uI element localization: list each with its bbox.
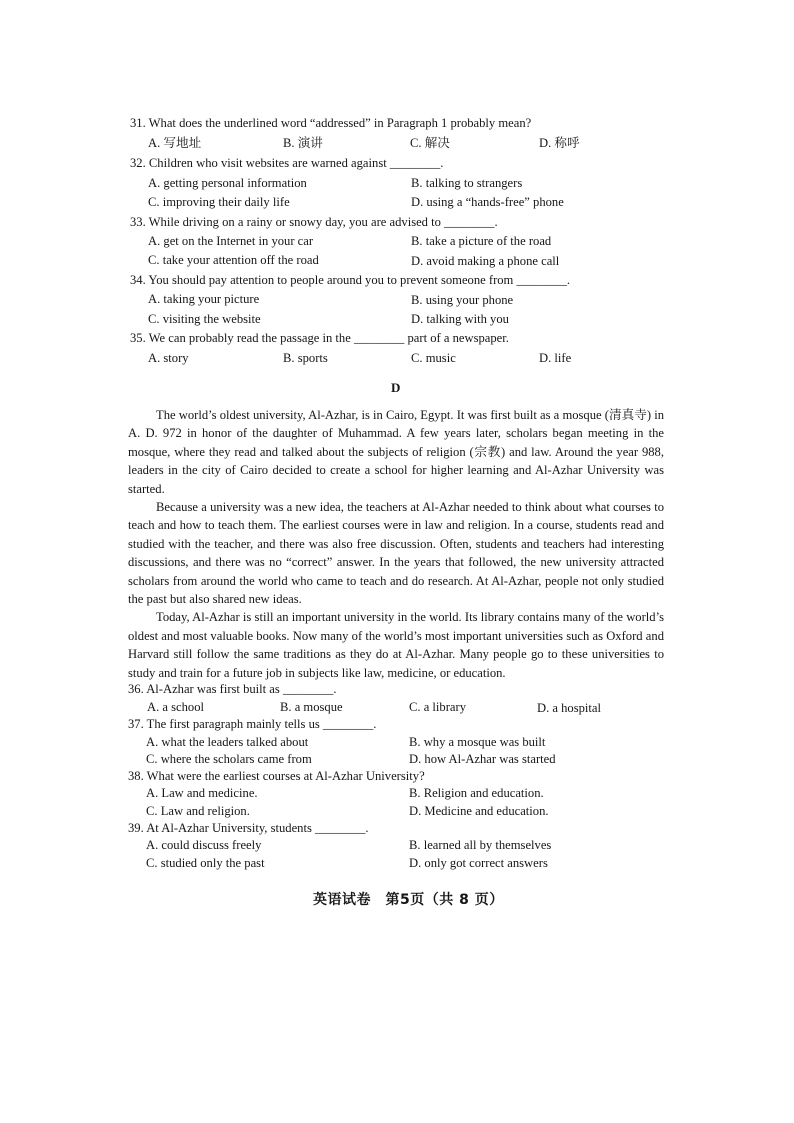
question-35-option-c: C. music bbox=[411, 351, 456, 365]
passage-paragraph-1: The world’s oldest university, Al-Azhar, is in Cairo, Egypt. It was first built as a mosque (清真寺) in A. D. 972 in honor of the daughter of Muhammad. A few years later, scholars began meeting in the mosque, where they read and talked about the subjects of religion (宗教) and law. Around the year 988, leaders in the city of Cairo decided to create a school for higher learning and Al-Azhar University was started. bbox=[128, 408, 664, 496]
question-36-option-c: C. a library bbox=[409, 700, 467, 714]
question-38-stem: 38. What were the earliest courses at Al-Azhar University? bbox=[128, 769, 425, 783]
question-37-stem: 37. The first paragraph mainly tells us ________. bbox=[128, 717, 377, 731]
question-39-option-b: B. learned all by themselves bbox=[409, 838, 552, 852]
question-31-option-b: B. 演讲 bbox=[283, 136, 323, 150]
question-32-option-c: C. improving their daily life bbox=[148, 195, 290, 209]
question-39-stem: 39. At Al-Azhar University, students ________. bbox=[128, 821, 369, 835]
question-38-option-d: D. Medicine and education. bbox=[409, 804, 549, 818]
question-33-option-b: B. take a picture of the road bbox=[411, 234, 552, 248]
question-36-option-b: B. a mosque bbox=[280, 700, 343, 714]
question-38-option-a: A. Law and medicine. bbox=[146, 786, 258, 800]
question-36-option-a: A. a school bbox=[147, 700, 205, 714]
question-35-option-a: A. story bbox=[148, 351, 189, 365]
question-31-stem: 31. What does the underlined word “addressed” in Paragraph 1 probably mean? bbox=[130, 116, 532, 130]
question-34-option-a: A. taking your picture bbox=[148, 292, 260, 306]
question-35-stem: 35. We can probably read the passage in the ________ part of a newspaper. bbox=[130, 331, 509, 345]
question-32-option-d: D. using a “hands-free” phone bbox=[411, 195, 564, 209]
question-32-option-b: B. talking to strangers bbox=[411, 176, 523, 190]
question-33-option-a: A. get on the Internet in your car bbox=[148, 234, 314, 248]
section-title: D bbox=[391, 380, 401, 395]
question-31-option-d: D. 称呼 bbox=[539, 136, 580, 150]
question-34-option-d: D. talking with you bbox=[411, 312, 509, 326]
question-39-option-d: D. only got correct answers bbox=[409, 856, 548, 870]
reading-passage bbox=[128, 406, 664, 682]
page-footer: 英语试卷 第5页（共 8 页） bbox=[313, 892, 504, 908]
question-37-option-b: B. why a mosque was built bbox=[409, 735, 546, 749]
question-39-option-c: C. studied only the past bbox=[146, 856, 265, 870]
question-35-option-d: D. life bbox=[539, 351, 572, 365]
question-32-stem: 32. Children who visit websites are warned against ________. bbox=[130, 156, 444, 170]
question-35-option-b: B. sports bbox=[283, 351, 328, 365]
question-31-option-a: A. 写地址 bbox=[148, 136, 202, 150]
question-39-option-a: A. could discuss freely bbox=[146, 838, 262, 852]
question-34-stem: 34. You should pay attention to people around you to prevent someone from ________. bbox=[130, 273, 571, 287]
passage-paragraph-2: Because a university was a new idea, the teachers at Al-Azhar needed to think about what courses to teach and how to teach them. The earliest courses were in law and religion. In a course, students read and studied with the teacher, and there was also free discussion. Often, students and teachers had interesting discussions, and there was no “correct” answer. In the years that followed, the new university attracted scholars from around the world who came to teach and do research. At Al-Azhar, people not only studied the past but also shared new ideas. bbox=[128, 500, 664, 607]
question-36-stem: 36. Al-Azhar was first built as ________. bbox=[128, 682, 337, 696]
question-38-option-c: C. Law and religion. bbox=[146, 804, 250, 818]
question-37-option-a: A. what the leaders talked about bbox=[146, 735, 309, 749]
question-34-option-b: B. using your phone bbox=[411, 293, 514, 307]
question-33-option-c: C. take your attention off the road bbox=[148, 253, 319, 267]
question-34-option-c: C. visiting the website bbox=[148, 312, 261, 326]
question-37-option-d: D. how Al-Azhar was started bbox=[409, 752, 556, 766]
question-37-option-c: C. where the scholars came from bbox=[146, 752, 312, 766]
question-33-stem: 33. While driving on a rainy or snowy day, you are advised to ________. bbox=[130, 215, 498, 229]
question-33-option-d: D. avoid making a phone call bbox=[411, 254, 560, 268]
question-38-option-b: B. Religion and education. bbox=[409, 786, 544, 800]
question-36-option-d: D. a hospital bbox=[537, 701, 602, 715]
passage-paragraph-3: Today, Al-Azhar is still an important university in the world. Its library contains many of the world’s oldest and most valuable books. Now many of the world’s most important universities such as Oxford and Harvard still follow the same traditions as they do at Al-Azhar. Many people go to these universities to study and train for a future job in subjects like law, medicine, or education. bbox=[128, 610, 664, 680]
question-32-option-a: A. getting personal information bbox=[148, 176, 307, 190]
question-31-option-c: C. 解决 bbox=[410, 136, 450, 150]
